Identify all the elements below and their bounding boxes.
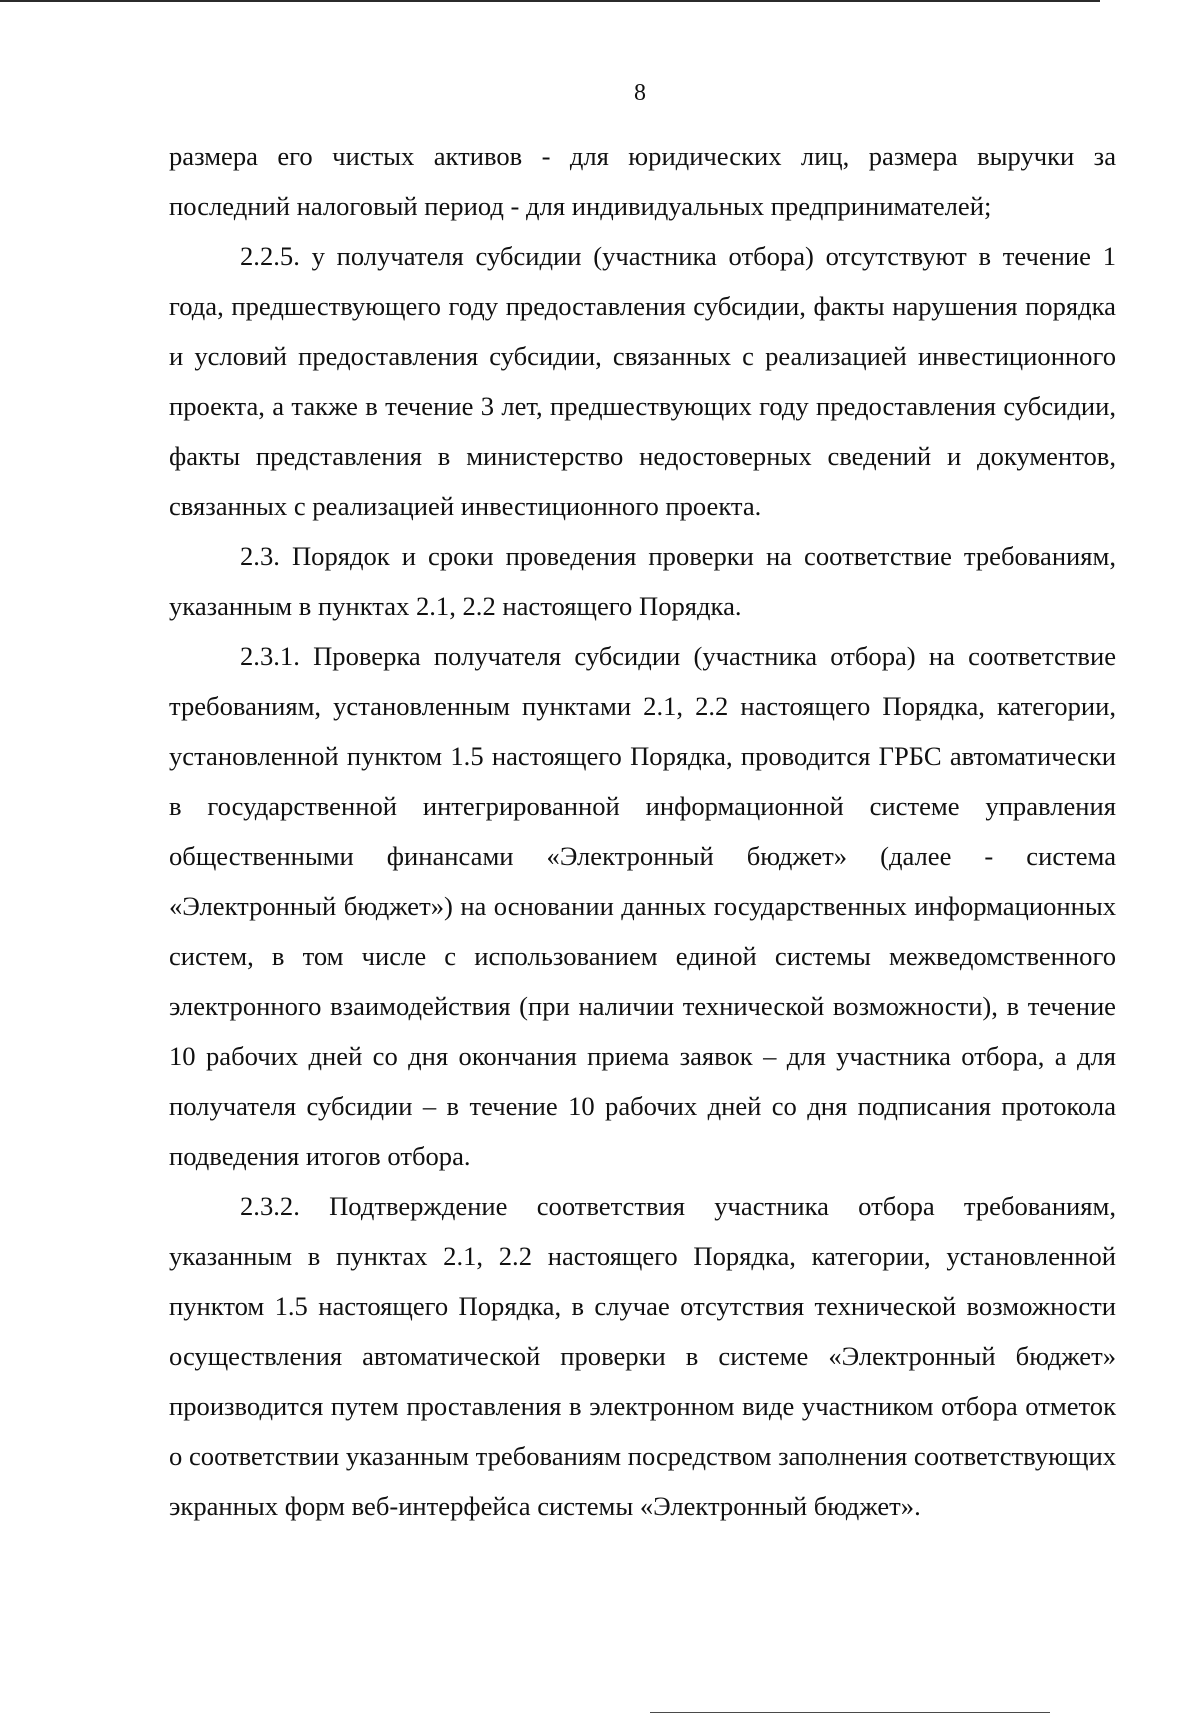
paragraph-2-2-5: 2.2.5. у получателя субсидии (участника отбора) отсутствуют в течение 1 года, предшествующего году предоставления субсидии, факты нарушения порядка и условий предоставления субсидии, связанных с реализацией инвестиционного проекта, а также в течение 3 лет, предшествующих году предоставления субсидии, факты представления в министерство недостоверных сведений и документов, связанных с реализацией инвестиционного проекта.: [169, 241, 1116, 521]
document-body: [169, 131, 1116, 1531]
scan-edge-line: [0, 0, 1100, 2]
scan-bottom-edge-line: [650, 1712, 1050, 1713]
paragraph-2-3: 2.3. Порядок и сроки проведения проверки на соответствие требованиям, указанным в пунктах 2.1, 2.2 настоящего Порядка.: [169, 541, 1116, 621]
paragraph-2-3-1: 2.3.1. Проверка получателя субсидии (участника отбора) на соответствие требованиям, установленным пунктами 2.1, 2.2 настоящего Порядка, категории, установленной пунктом 1.5 настоящего Порядка, проводится ГРБС автоматически в государственной интегрированной информационной системе управления общественными финансами «Электронный бюджет» (далее - система «Электронный бюджет») на основании данных государственных информационных систем, в том числе с использованием единой системы межведомственного электронного взаимодействия (при наличии технической возможности), в течение 10 рабочих дней со дня окончания приема заявок – для участника отбора, а для получателя субсидии – в течение 10 рабочих дней со дня подписания протокола подведения итогов отбора.: [169, 641, 1116, 1171]
paragraph-2-3-2: 2.3.2. Подтверждение соответствия участника отбора требованиям, указанным в пунктах 2.1, 2.2 настоящего Порядка, категории, установленной пунктом 1.5 настоящего Порядка, в случае отсутствия технической возможности осуществления автоматической проверки в системе «Электронный бюджет» производится путем проставления в электронном виде участником отбора отметок о соответствии указанным требованиям посредством заполнения соответствующих экранных форм веб-интерфейса системы «Электронный бюджет».: [169, 1191, 1116, 1521]
paragraph-continuation: размера его чистых активов - для юридических лиц, размера выручки за последний налоговый период - для индивидуальных предпринимателей;: [169, 141, 1116, 221]
page-number: 8: [634, 80, 646, 106]
